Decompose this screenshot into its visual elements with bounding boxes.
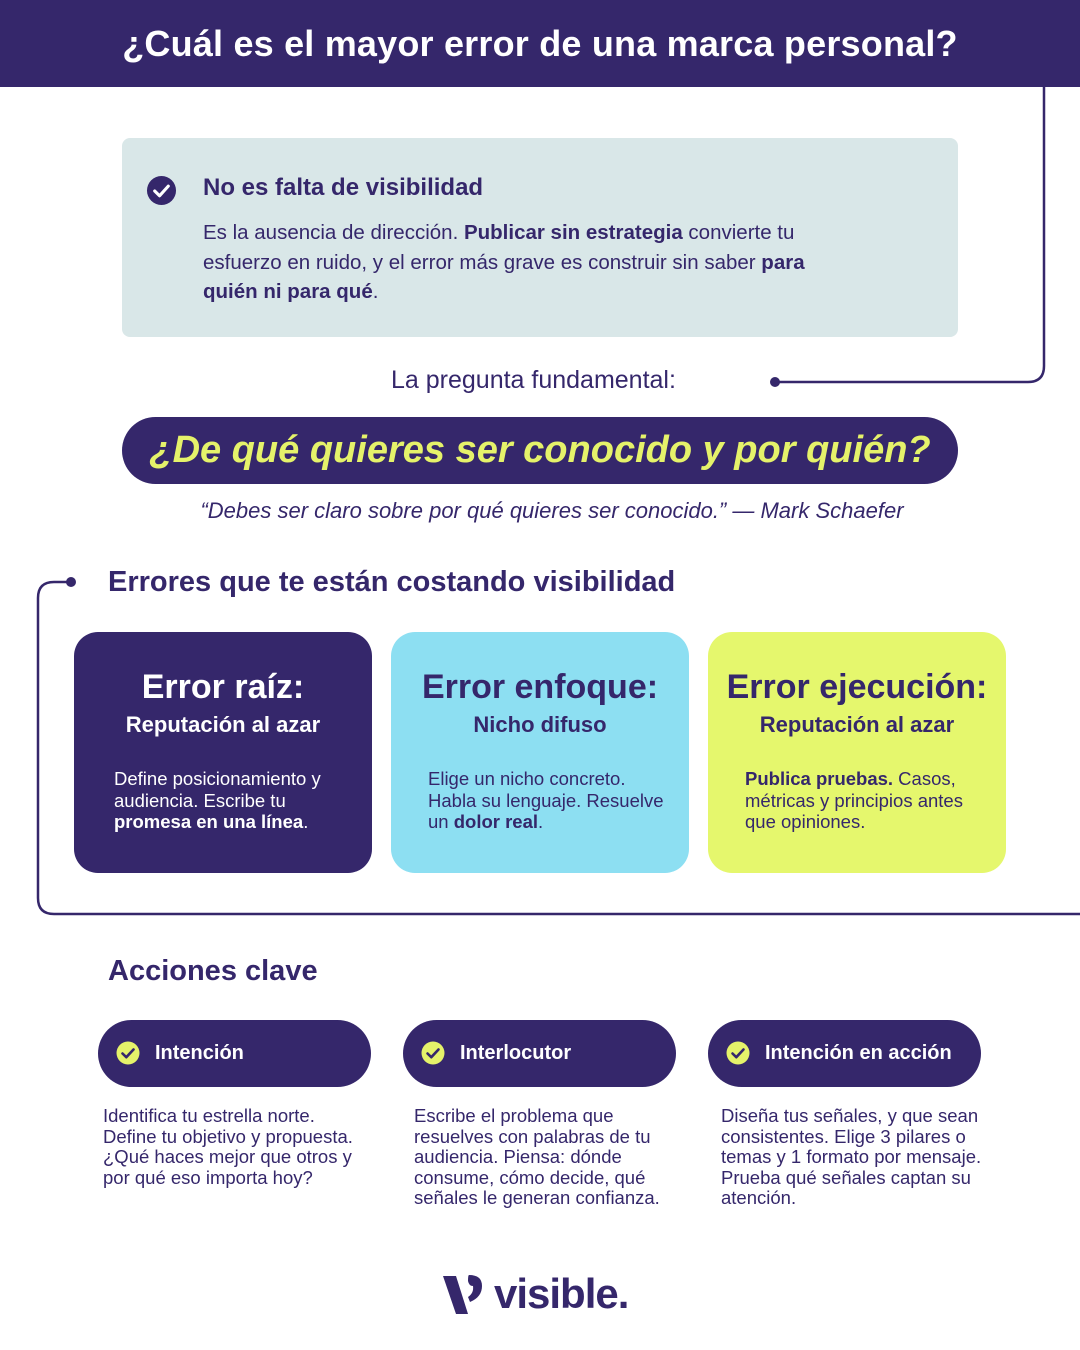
- action-pill-interlocutor: [403, 1020, 676, 1087]
- error-card-subtitle: Reputación al azar: [125, 712, 321, 737]
- error-card-title: Error ejecución:: [726, 668, 988, 706]
- error-card-title: Error raíz:: [141, 668, 305, 706]
- check-circle-icon: [421, 1041, 445, 1065]
- header-bar: [0, 0, 1080, 87]
- connector-dot-question: [770, 377, 780, 387]
- error-card-focus: [391, 632, 689, 873]
- check-circle-icon: [146, 175, 177, 206]
- error-card-text: Publica pruebas. Casos, métricas y principios antes que opiniones.: [745, 768, 963, 832]
- error-card-title: Error enfoque:: [421, 668, 659, 706]
- actions-section-title: Acciones clave: [108, 955, 318, 987]
- quote: “Debes ser claro sobre por qué quieres ser conocido.” — Mark Schaefer: [200, 498, 904, 523]
- action-pill-intention-in-action: [708, 1020, 981, 1087]
- page-title: ¿Cuál es el mayor error de una marca personal?: [122, 22, 958, 64]
- error-card-execution: [708, 632, 1006, 873]
- question-pill: [122, 417, 958, 484]
- question-label: La pregunta fundamental:: [391, 366, 676, 394]
- intro-text: Es la ausencia de dirección. Publicar sin estrategia convierte tu esfuerzo en ruido, y el error más grave es construir sin saber para quién ni para qué.: [203, 221, 805, 303]
- error-card-text: Elige un nicho concreto. Habla su lenguaje. Resuelve un dolor real.: [428, 768, 664, 832]
- connector-dot-errors: [66, 577, 76, 587]
- action-text: Diseña tus señales, y que sean consistentes. Elige 3 pilares o temas y 1 formato por mensaje. Prueba qué señales captan su atención.: [721, 1105, 982, 1209]
- brand-logo: [443, 1270, 643, 1320]
- error-card-root: [74, 632, 372, 873]
- check-circle-icon: [726, 1041, 750, 1065]
- check-circle-icon: [116, 1041, 140, 1065]
- error-card-subtitle: Nicho difuso: [473, 712, 607, 737]
- errors-section-title: Errores que te están costando visibilidad: [108, 566, 676, 598]
- visible-logo-icon: [443, 1273, 485, 1317]
- error-card-subtitle: Reputación al azar: [759, 712, 955, 737]
- action-pill-label: Interlocutor: [460, 1042, 572, 1064]
- error-card-text: Define posicionamiento y audiencia. Escribe tu promesa en una línea.: [114, 768, 321, 832]
- action-pill-label: Intención en acción: [765, 1042, 952, 1064]
- action-pill-label: Intención: [155, 1042, 244, 1064]
- intro-title: No es falta de visibilidad: [203, 174, 484, 201]
- action-text: Identifica tu estrella norte. Define tu objetivo y propuesta. ¿Qué haces mejor que otros y por qué eso importa hoy?: [103, 1105, 353, 1188]
- brand-name: visible.: [494, 1270, 629, 1317]
- action-pill-intention: [98, 1020, 371, 1087]
- action-text: Escribe el problema que resuelves con palabras de tu audiencia. Piensa: dónde consume, cómo decide, qué señales le generan confianza.: [414, 1105, 660, 1209]
- question-main: ¿De qué quieres ser conocido y por quién?: [149, 429, 931, 471]
